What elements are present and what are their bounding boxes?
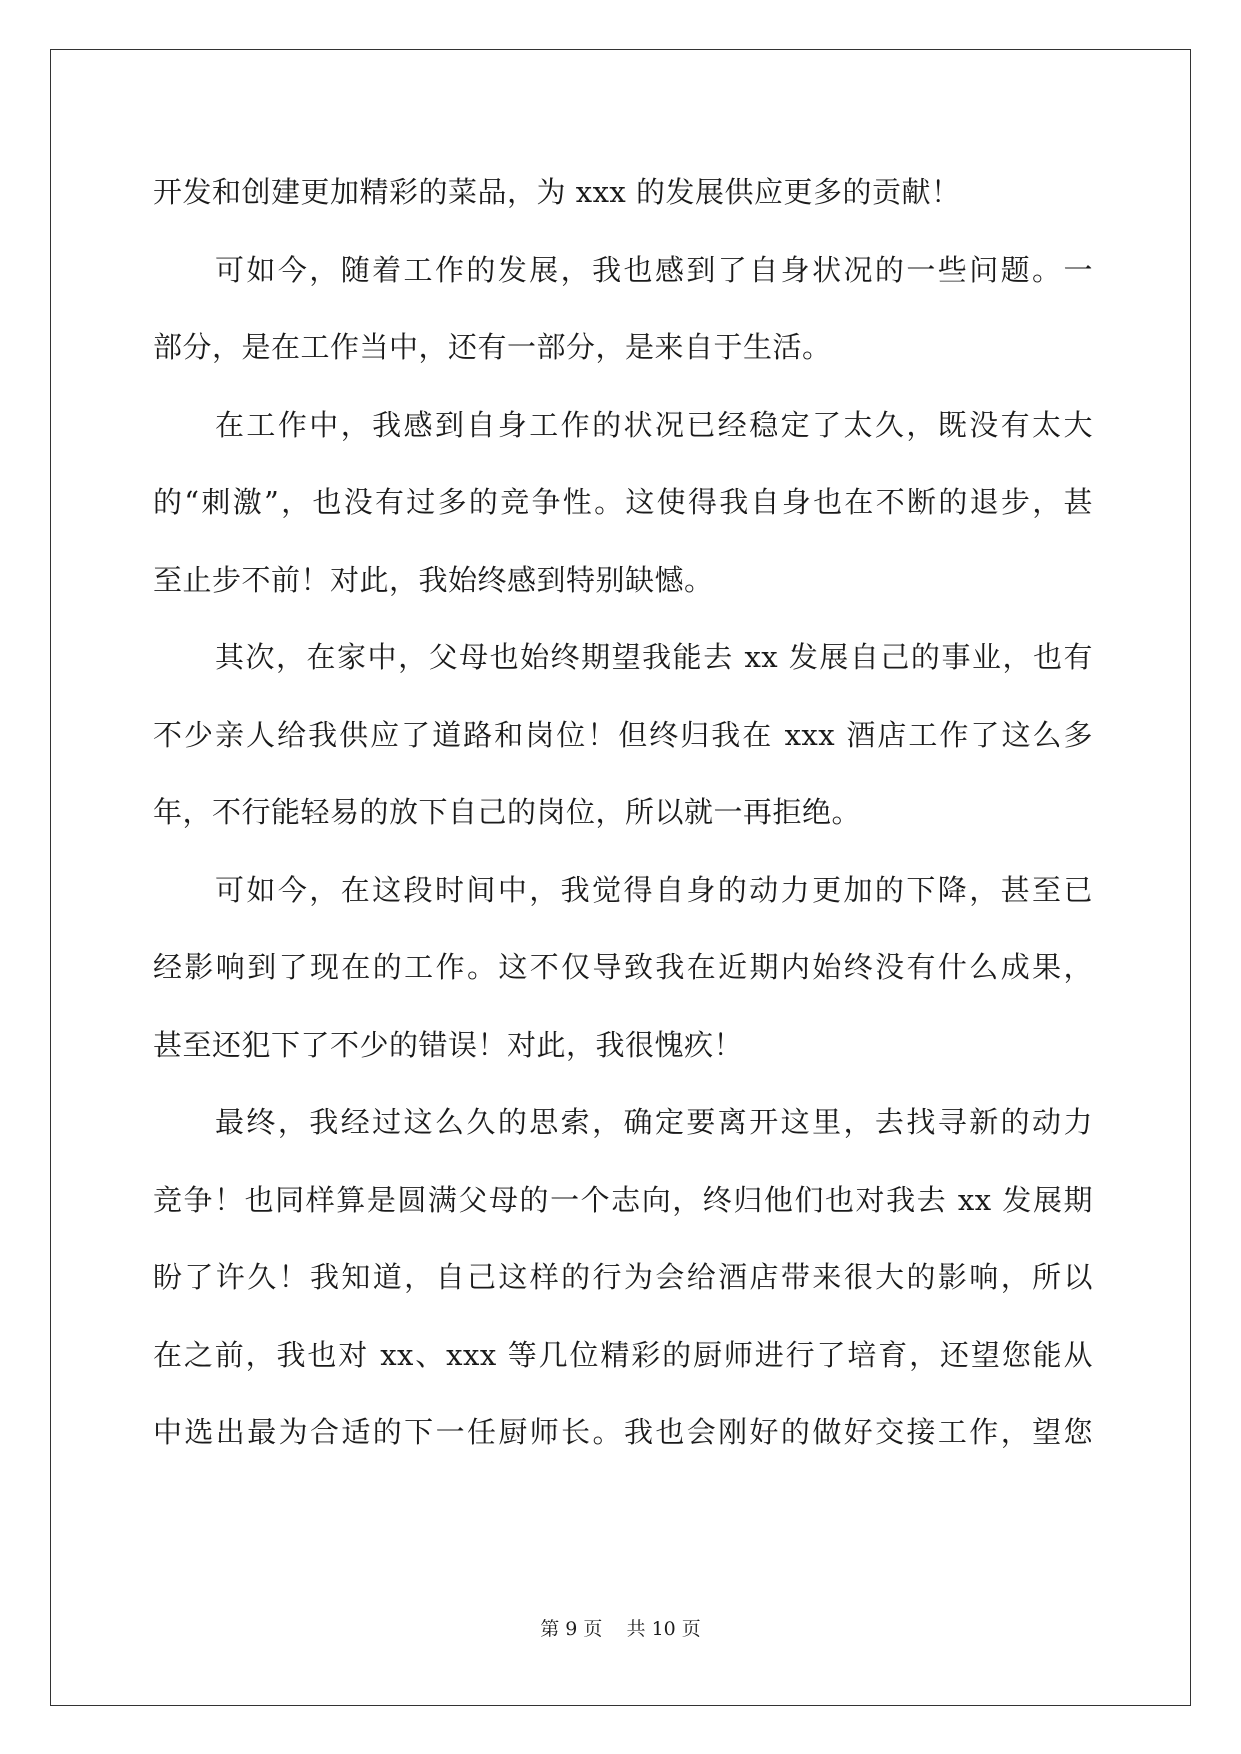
text-line: 盼了许久！我知道，自己这样的行为会给酒店带来很大的影响，所以 bbox=[153, 1260, 1093, 1294]
text-line: 至止步不前！对此，我始终感到特别缺憾。 bbox=[153, 562, 714, 597]
text-line: 不少亲人给我供应了道路和岗位！但终归我在 xxx 酒店工作了这么多 bbox=[153, 717, 1093, 752]
text-line: 竞争！也同样算是圆满父母的一个志向，终归他们也对我去 xx 发展期 bbox=[153, 1182, 1093, 1217]
text-line: 中选出最为合适的下一任厨师长。我也会刚好的做好交接工作，望您 bbox=[153, 1415, 1093, 1449]
document-body bbox=[153, 164, 1093, 1482]
text-line: 最终，我经过这么久的思索，确定要离开这里，去找寻新的动力 bbox=[215, 1105, 1093, 1139]
text-line: 其次，在家中，父母也始终期望我能去 xx 发展自己的事业，也有 bbox=[215, 640, 1093, 674]
text-line: 甚至还犯下了不少的错误！对此，我很愧疚！ bbox=[153, 1027, 744, 1062]
text-line: 开发和创建更加精彩的菜品，为 xxx 的发展供应更多的贡献！ bbox=[153, 175, 961, 209]
text-line: 可如今，在这段时间中，我觉得自身的动力更加的下降，甚至已 bbox=[215, 872, 1093, 907]
text-line: 可如今，随着工作的发展，我也感到了自身状况的一些问题。一 bbox=[215, 252, 1093, 287]
text-line: 经影响到了现在的工作。这不仅导致我在近期内始终没有什么成果， bbox=[153, 950, 1093, 984]
page-footer: 第 9 页 共 10 页 bbox=[540, 1618, 701, 1640]
text-line: 在工作中，我感到自身工作的状况已经稳定了太久，既没有太大 bbox=[215, 407, 1093, 442]
text-line: 的“刺激”，也没有过多的竞争性。这使得我自身也在不断的退步，甚 bbox=[153, 485, 1093, 519]
text-line: 年，不行能轻易的放下自己的岗位，所以就一再拒绝。 bbox=[153, 795, 862, 829]
text-line: 在之前，我也对 xx、xxx 等几位精彩的厨师进行了培育，还望您能从 bbox=[153, 1337, 1093, 1372]
text-line: 部分，是在工作当中，还有一部分，是来自于生活。 bbox=[153, 330, 832, 364]
